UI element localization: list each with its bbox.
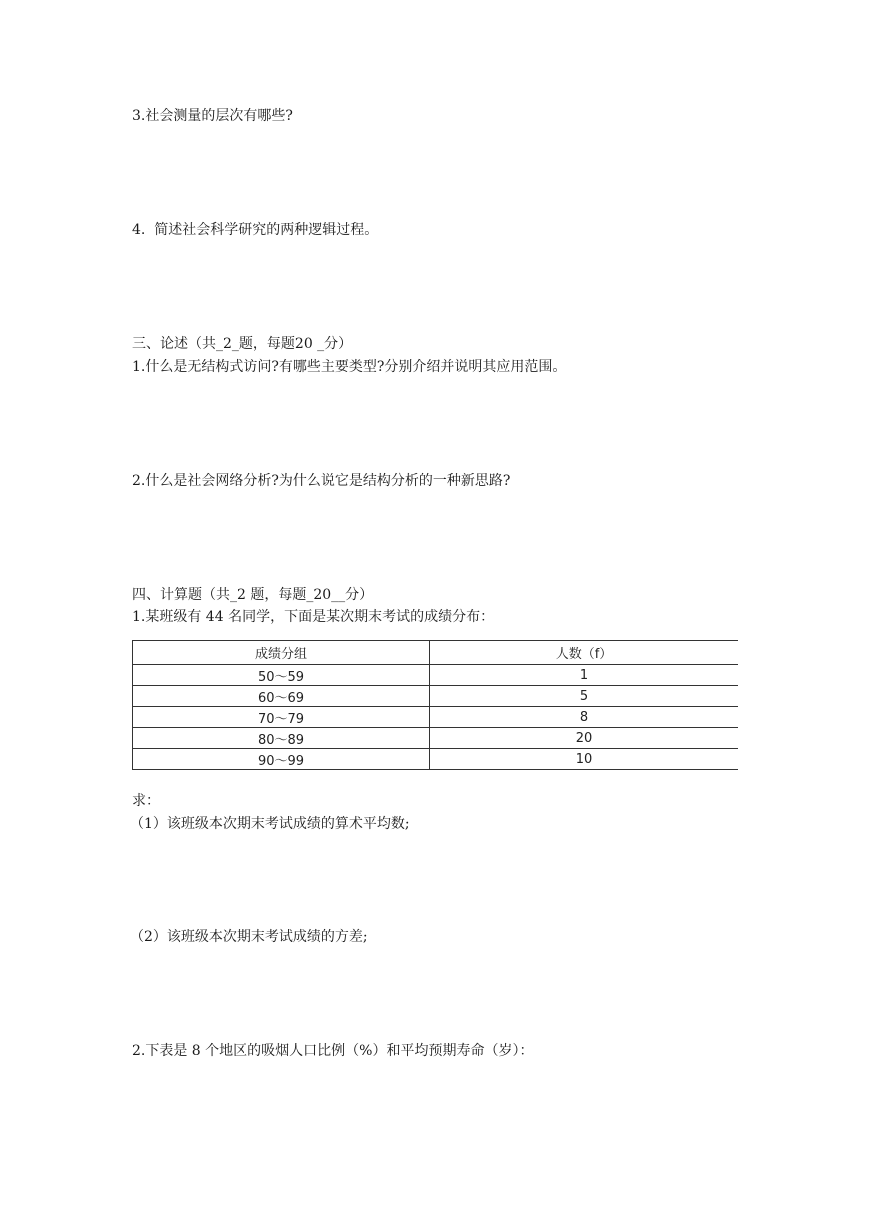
table-row — [133, 707, 739, 728]
table-header-row — [133, 641, 739, 665]
part-2: （2）该班级本次期末考试成绩的方差; — [130, 929, 368, 945]
grade-distribution-table — [132, 640, 738, 770]
part-1: （1）该班级本次期末考试成绩的算术平均数; — [130, 816, 410, 832]
table-row — [133, 728, 739, 749]
table-header-cell: 人数（f） — [430, 641, 739, 665]
section-4-heading: 四、计算题（共_2 题，每题_20__分） — [132, 587, 374, 603]
table-row — [133, 686, 739, 707]
section-3-question-1: 1.什么是无结构式访问?有哪些主要类型?分别介绍并说明其应用范围。 — [132, 359, 567, 375]
table-cell: 20 — [430, 728, 739, 749]
section-3-heading: 三、论述（共_2_题，每题20 _分） — [132, 336, 353, 352]
table-cell: 5 — [430, 686, 739, 707]
table-cell: 10 — [430, 749, 739, 770]
section-4-question-2: 2.下表是 8 个地区的吸烟人口比例（%）和平均预期寿命（岁）： — [132, 1043, 534, 1059]
ask-label: 求： — [132, 793, 160, 809]
table-header-cell: 成绩分组 — [133, 641, 430, 665]
table-cell: 60～69 — [133, 686, 430, 707]
table-cell: 8 — [430, 707, 739, 728]
table-cell: 1 — [430, 665, 739, 686]
table-cell: 80～89 — [133, 728, 430, 749]
table-cell: 90～99 — [133, 749, 430, 770]
table-cell: 50～59 — [133, 665, 430, 686]
question-4: 4. 简述社会科学研究的两种逻辑过程。 — [132, 222, 379, 238]
table-row — [133, 665, 739, 686]
table-cell: 70～79 — [133, 707, 430, 728]
section-3-question-2: 2.什么是社会网络分析?为什么说它是结构分析的一种新思路? — [132, 473, 511, 489]
table-row — [133, 749, 739, 770]
section-4-question-1: 1.某班级有 44 名同学，下面是某次期末考试的成绩分布： — [132, 609, 495, 625]
question-3: 3.社会测量的层次有哪些? — [132, 108, 293, 124]
